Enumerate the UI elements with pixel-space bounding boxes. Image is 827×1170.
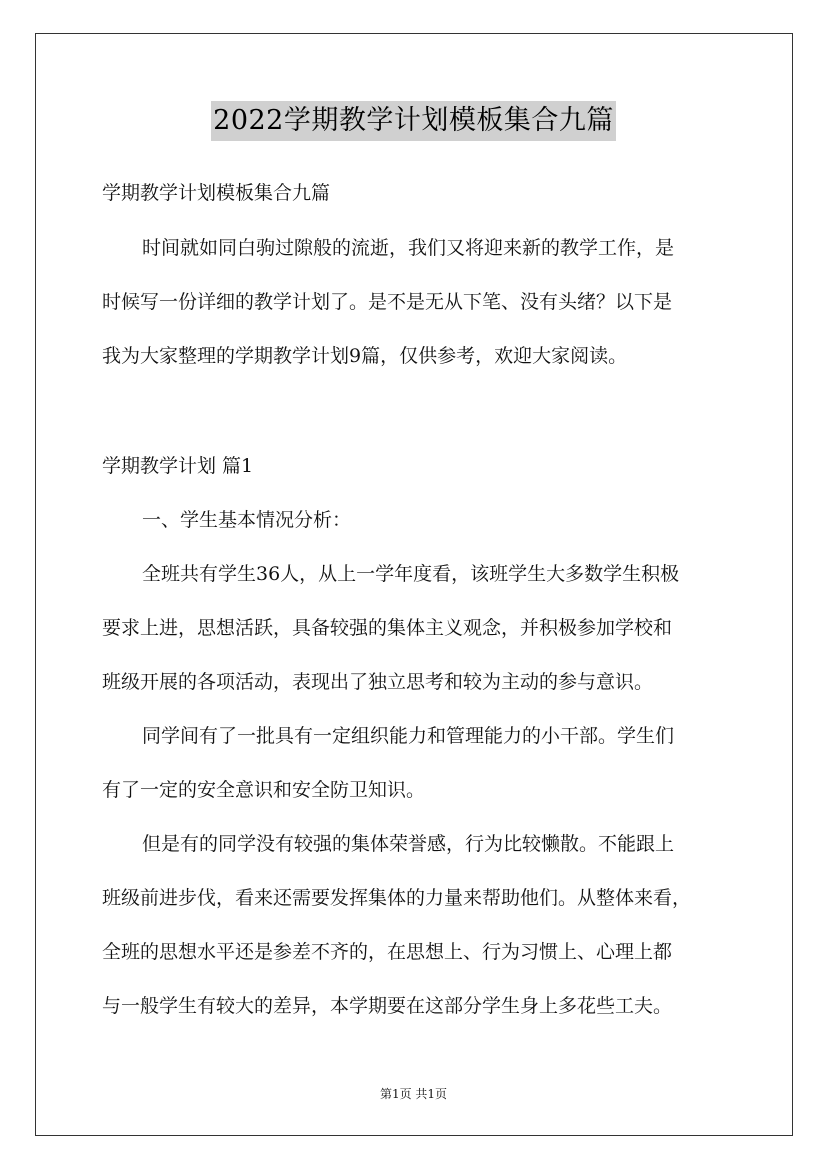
title-container xyxy=(0,101,827,141)
intro-paragraph xyxy=(102,238,730,400)
paragraph-line: 但是有的同学没有较强的集体荣誉感，行为比较懒散。不能跟上 xyxy=(142,833,675,855)
paragraph-line: 与一般学生有较大的差异，本学期要在这部分学生身上多花些工夫。 xyxy=(102,995,673,1017)
intro-line: 时间就如同白驹过隙般的流逝，我们又将迎来新的教学工作，是 xyxy=(142,237,675,259)
paragraph-line: 班级前进步伐，看来还需要发挥集体的力量来帮助他们。从整体来看， xyxy=(102,887,692,909)
document-title: 2022学期教学计划模板集合九篇 xyxy=(211,101,616,141)
paragraph-line: 要求上进，思想活跃，具备较强的集体主义观念，并积极参加学校和 xyxy=(102,617,673,639)
intro-line: 我为大家整理的学期教学计划9篇，仅供参考，欢迎大家阅读。 xyxy=(102,345,628,367)
paragraph-1 xyxy=(102,564,730,726)
document-subtitle: 学期教学计划模板集合九篇 xyxy=(102,182,331,204)
paragraph-line: 同学间有了一批具有一定组织能力和管理能力的小干部。学生们 xyxy=(142,725,675,747)
paragraph-line: 全班的思想水平还是参差不齐的，在思想上、行为习惯上、心理上都 xyxy=(102,941,673,963)
paragraph-3 xyxy=(102,834,730,1050)
paragraph-2 xyxy=(102,726,730,834)
paragraph-line: 有了一定的安全意识和安全防卫知识。 xyxy=(102,779,426,801)
intro-line: 时候写一份详细的教学计划了。是不是无从下笔、没有头绪？以下是 xyxy=(102,291,673,313)
page-footer: 第1页 共1页 xyxy=(379,1087,448,1101)
section-heading: 学期教学计划 篇1 xyxy=(102,455,254,477)
section-subheading: 一、学生基本情况分析： xyxy=(142,509,352,531)
paragraph-line: 全班共有学生36人，从上一学年度看，该班学生大多数学生积极 xyxy=(142,563,680,585)
paragraph-line: 班级开展的各项活动，表现出了独立思考和较为主动的参与意识。 xyxy=(102,671,654,693)
